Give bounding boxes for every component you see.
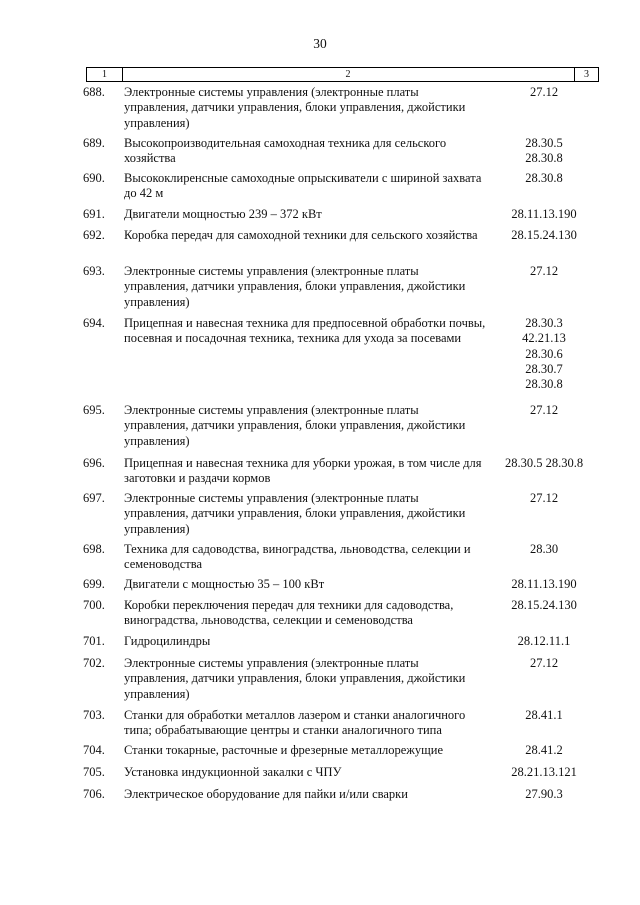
row-code: 28.30.5 [525, 136, 563, 150]
row-name: Электрическое оборудование для пайки и/или сварки [124, 787, 408, 801]
row-codes [488, 207, 600, 222]
table-header [86, 67, 599, 82]
row-code: 28.30.6 [525, 346, 563, 361]
row-name: Высокопроизводительная самоходная техника для сельского хозяйства [124, 136, 447, 166]
row-codes [488, 491, 600, 506]
row-name: Электронные системы управления (электронные платы управления, датчики управления, блоки управления, джойстики управления) [124, 403, 466, 448]
row-number: 692. [83, 228, 105, 242]
row-code: 28.30 [529, 542, 559, 556]
row-codes [488, 542, 600, 557]
row-codes [488, 577, 600, 592]
row-name: Коробка передач для самоходной техники для сельского хозяйства [124, 228, 478, 242]
row-name: Электронные системы управления (электронные платы управления, датчики управления, блоки управления, джойстики управления) [124, 85, 466, 130]
row-codes [488, 598, 600, 613]
row-number: 706. [83, 787, 105, 801]
row-codes [488, 228, 600, 243]
row-codes [488, 136, 600, 167]
row-code: 28.30.7 [525, 361, 563, 376]
row-code: 28.30.5 28.30.8 [504, 456, 584, 470]
row-number: 702. [83, 656, 105, 670]
row-name: Станки токарные, расточные и фрезерные металлорежущие [124, 743, 444, 757]
row-codes [488, 316, 600, 392]
row-code: 28.30.8 [525, 377, 563, 392]
row-number: 698. [83, 542, 105, 556]
row-name: Гидроцилиндры [124, 634, 211, 648]
row-code: 27.12 [529, 264, 559, 278]
row-number: 696. [83, 456, 105, 470]
row-code: 27.12 [529, 403, 559, 417]
page-number: 30 [313, 36, 327, 51]
row-name: Коробки переключения передач для техники для садоводства, виноградства, льноводства, селекции и семеноводства [124, 598, 454, 628]
row-codes [488, 264, 600, 279]
row-code: 28.30.8 [525, 151, 563, 166]
row-name: Установка индукционной закалки с ЧПУ [124, 765, 342, 779]
row-name: Прицепная и навесная техника для предпосевной обработки почвы, посевная и посадочная техника, техника для ухода за посевами [124, 316, 486, 346]
row-codes [488, 85, 600, 100]
row-codes [488, 708, 600, 723]
row-code: 28.11.13.190 [511, 207, 577, 221]
row-number: 705. [83, 765, 105, 779]
row-name: Высококлиренсные самоходные опрыскиватели с шириной захвата до 42 м [124, 171, 482, 201]
row-name: Станки для обработки металлов лазером и станки аналогичного типа; обрабатывающие центры и станки аналогичного типа [124, 708, 466, 738]
row-number: 703. [83, 708, 105, 722]
row-codes [488, 456, 600, 471]
row-code: 27.12 [529, 85, 559, 99]
row-code: 28.41.1 [525, 708, 563, 722]
row-name: Двигатели с мощностью 35 – 100 кВт [124, 577, 325, 591]
row-number: 691. [83, 207, 105, 221]
row-number: 700. [83, 598, 105, 612]
row-number: 694. [83, 316, 105, 330]
row-number: 693. [83, 264, 105, 278]
row-codes [488, 743, 600, 758]
row-codes [488, 171, 600, 186]
row-number: 689. [83, 136, 105, 150]
row-name: Техника для садоводства, виноградства, льноводства, селекции и семеноводства [124, 542, 471, 572]
row-code: 28.30.8 [525, 171, 563, 185]
row-name: Электронные системы управления (электронные платы управления, датчики управления, блоки управления, джойстики управления) [124, 264, 466, 309]
row-code: 28.21.13.121 [511, 765, 577, 779]
row-code: 28.12.11.1 [517, 634, 571, 648]
row-number: 704. [83, 743, 105, 757]
row-codes [488, 656, 600, 671]
row-number: 699. [83, 577, 105, 591]
row-code: 27.90.3 [525, 787, 563, 801]
row-name: Двигатели мощностью 239 – 372 кВт [124, 207, 322, 221]
row-code: 28.11.13.190 [511, 577, 577, 591]
row-codes [488, 403, 600, 418]
row-code: 28.30.3 [525, 316, 563, 330]
row-code: 28.15.24.130 [511, 598, 577, 612]
row-name: Электронные системы управления (электронные платы управления, датчики управления, блоки управления, джойстики управления) [124, 491, 466, 536]
row-number: 695. [83, 403, 105, 417]
header-col-3: 3 [575, 68, 599, 81]
row-number: 697. [83, 491, 105, 505]
row-code: 42.21.13 [522, 331, 566, 346]
row-codes [488, 634, 600, 649]
row-number: 701. [83, 634, 105, 648]
header-col-2: 2 [122, 68, 575, 81]
row-codes [488, 765, 600, 780]
row-code: 28.41.2 [525, 743, 563, 757]
row-name: Электронные системы управления (электронные платы управления, датчики управления, блоки управления, джойстики управления) [124, 656, 466, 701]
header-col-1: 1 [86, 68, 123, 81]
row-number: 690. [83, 171, 105, 185]
row-codes [488, 787, 600, 802]
row-code: 27.12 [529, 656, 559, 670]
row-name: Прицепная и навесная техника для уборки урожая, в том числе для заготовки и раздачи кормов [124, 456, 482, 486]
row-number: 688. [83, 85, 105, 99]
row-code: 28.15.24.130 [511, 228, 577, 242]
row-code: 27.12 [529, 491, 559, 505]
